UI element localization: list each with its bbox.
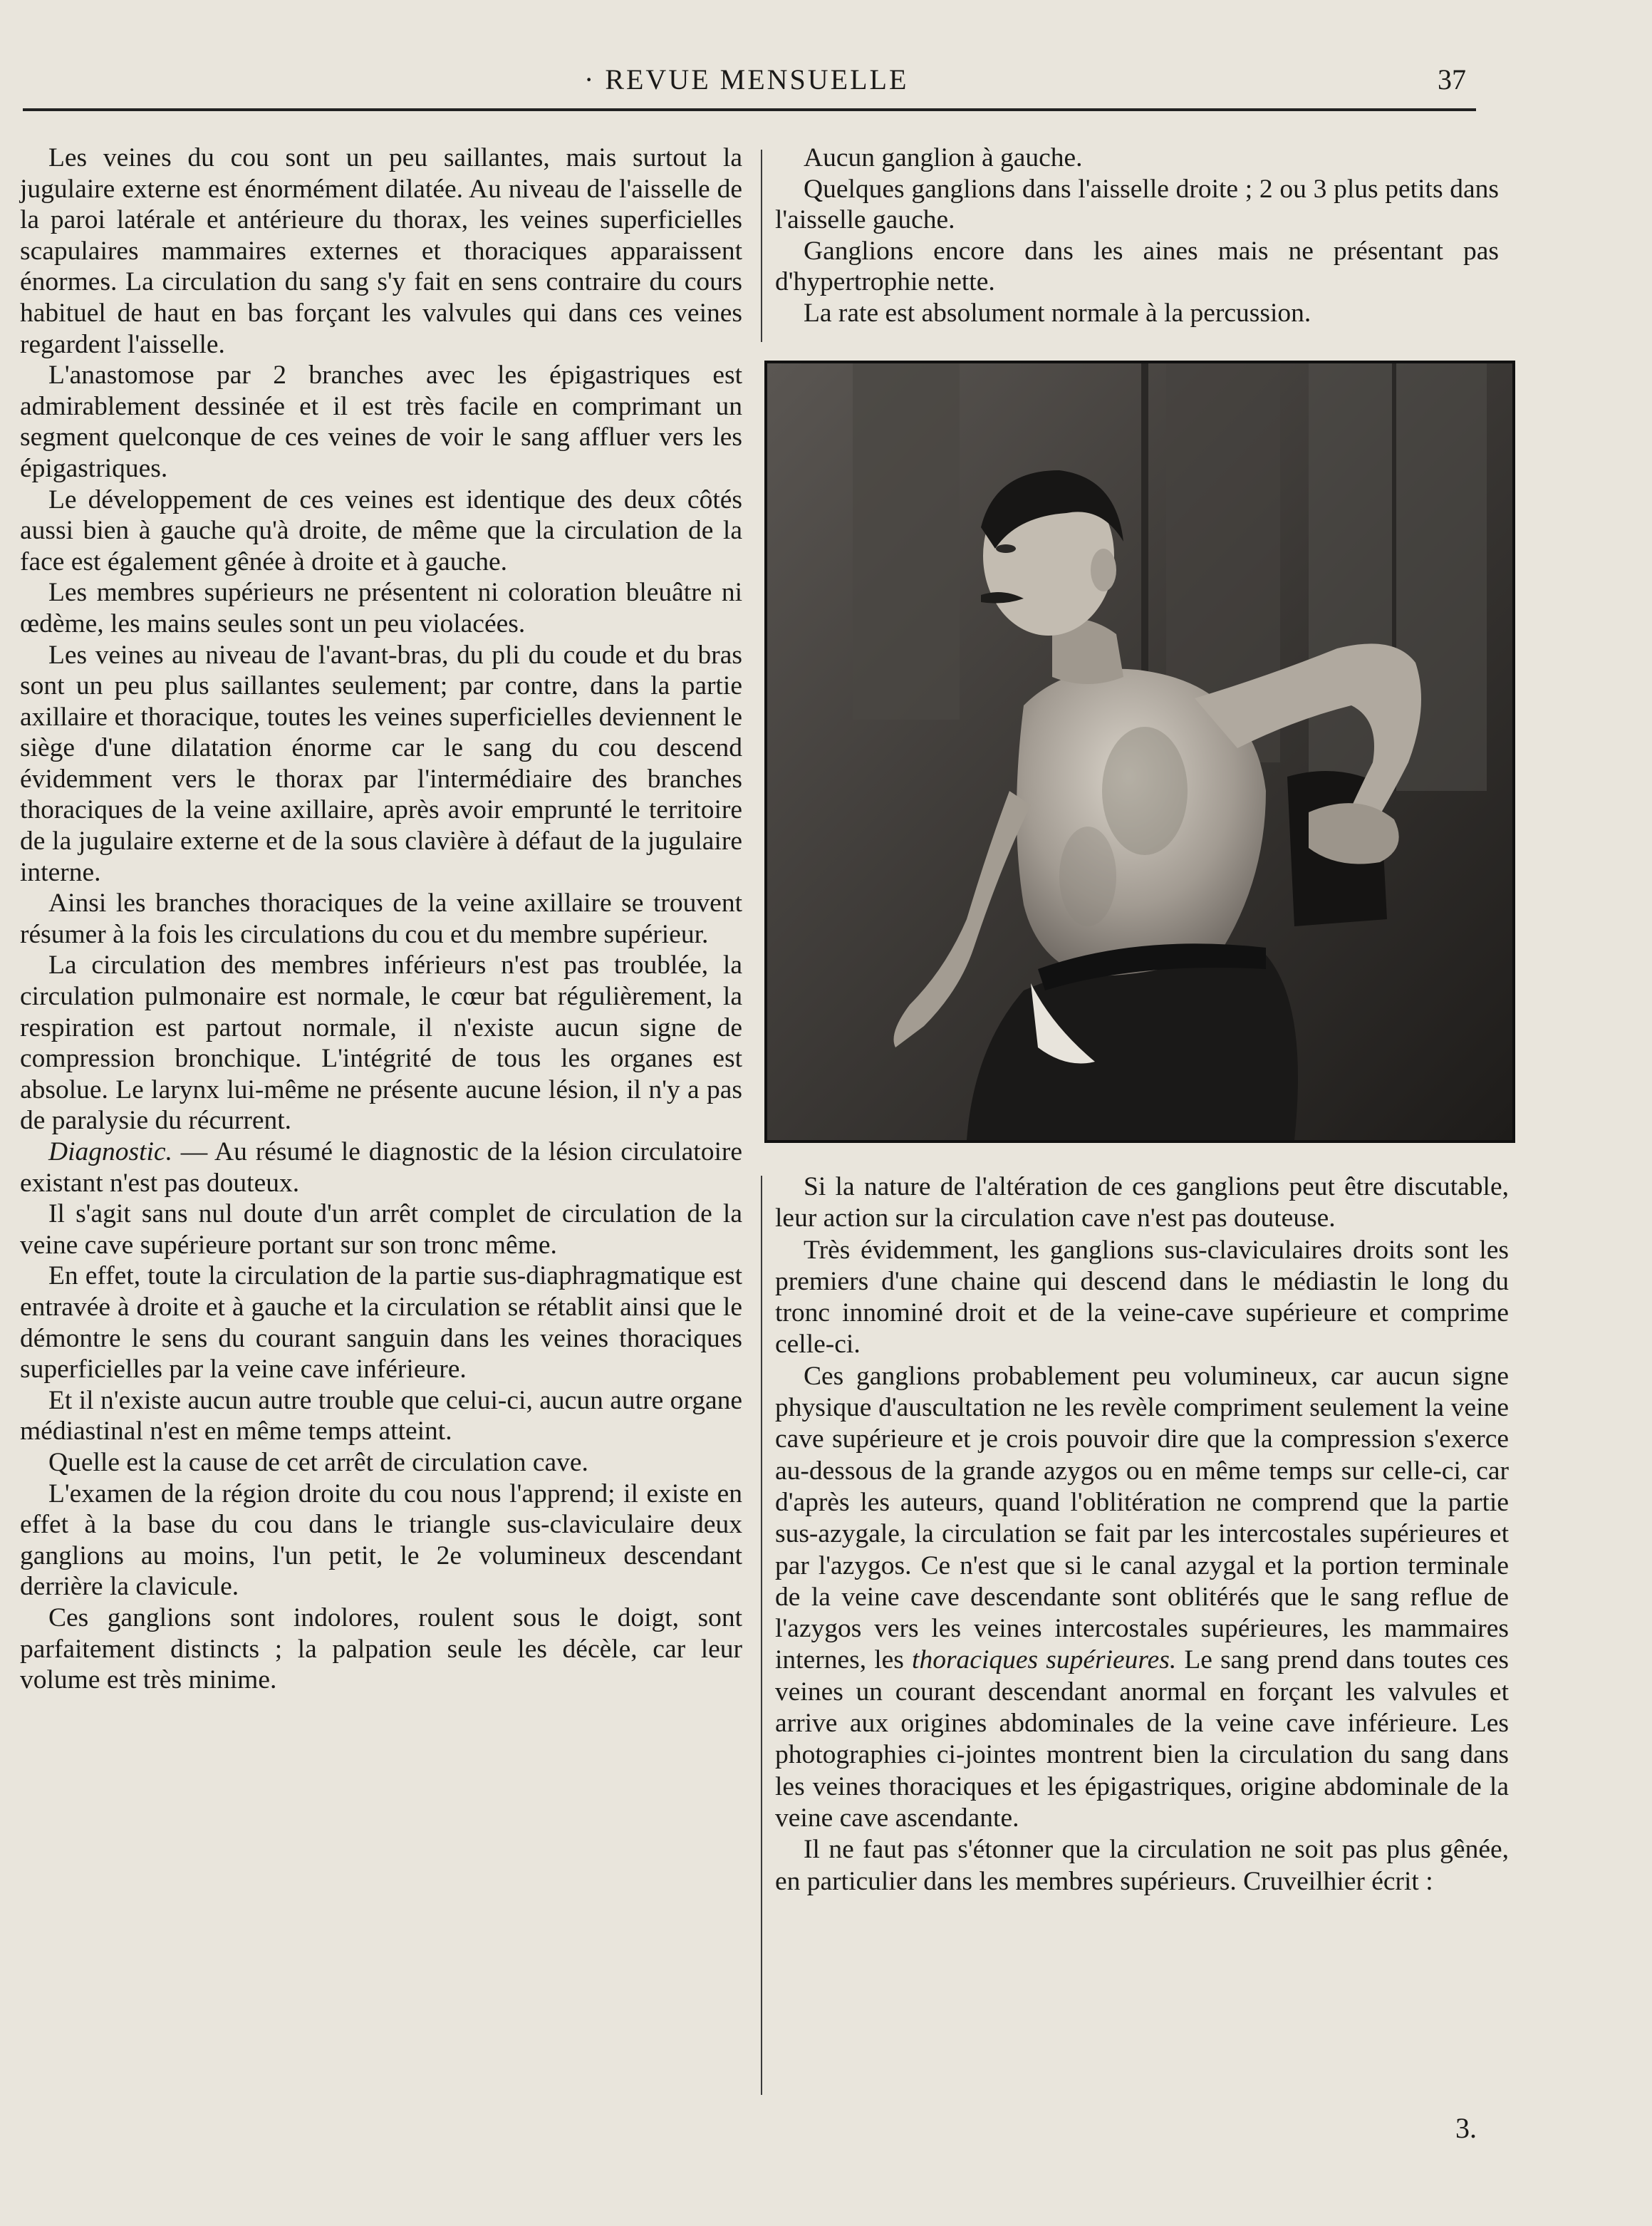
paragraph: Il ne faut pas s'étonner que la circulation ne soit pas plus gênée, en particulier dans les membres supérieurs. Cruveilhier écrit : — [775, 1835, 1509, 1896]
left-column — [20, 143, 742, 1696]
paragraph: En effet, toute la circulation de la partie sus-diaphragmatique est entravée à droite et à gauche et la circulation se rétablit ainsi que le démontre le sens du courant sanguin dans les veines thoraciques superficielles par la veine cave inférieure. — [20, 1261, 742, 1384]
paragraph-with-italic — [775, 1361, 1509, 1834]
paragraph: Les veines au niveau de l'avant-bras, du pli du coude et du bras sont un peu plus saillantes seulement; par contre, dans la partie axillaire et thoracique, toutes les veines superficielles deviennent le siège d'une dilatation énorme car le sang du cou descend évidemment vers le thorax par l'intermédiaire des branches thoraciques de la veine axillaire, après avoir emprunté le territoire de la jugulaire externe et de la sous clavière à défaut de la jugulaire interne. — [20, 640, 742, 887]
diagnostic-text: — Au résumé le diagnostic de la lésion circulatoire existant n'est pas douteux. — [20, 1137, 742, 1198]
paragraph: Le développement de ces veines est identique des deux côtés aussi bien à gauche qu'à droite, de même que la circulation de la face est également gênée à droite et à gauche. — [20, 485, 742, 576]
patient-photograph — [764, 361, 1515, 1143]
paragraph-text: Ces ganglions probablement peu volumineux, car aucun signe physique d'auscultation ne les revèle compriment seulement la veine cave supérieure et je crois pouvoir dire que la compression s'exerce au-dessous de la grande azygos ou en même temps sur celle-ci, car d'après les auteurs, quand l'oblitération ne comprend que la partie sus-azygale, la circulation se fait par les intercostales supérieures et par l'azygos. Ce n'est que si le canal azygal et la portion terminale de la veine cave descendante sont oblitérés que le sang reflue de l'azygos vers les veines intercostales supérieures, les mammaires internes, les — [775, 1361, 1509, 1675]
paragraph: Ainsi les branches thoraciques de la veine axillaire se trouvent résumer à la fois les circulations du cou et du membre supérieur. — [20, 889, 742, 949]
diagnostic-label: Diagnostic. — [48, 1137, 172, 1166]
running-head — [0, 0, 1652, 107]
paragraph: La circulation des membres inférieurs n'est pas troublée, la circulation pulmonaire est normale, le cœur bat régulièrement, la respiration est partout normale, il n'existe aucun signe de compression bronchique. L'intégrité de tous les organes est absolue. Le larynx lui-même ne présente aucune lésion, il n'y a pas de paralysie du récurrent. — [20, 951, 742, 1136]
journal-title: · REVUE MENSUELLE — [584, 63, 909, 95]
paragraph: Très évidemment, les ganglions sus-claviculaires droits sont les premiers d'une chaine qui descend dans le médiastin le long du tronc innominé droit et de la veine-cave supérieure et comprime celle-ci. — [775, 1235, 1509, 1360]
paragraph: Les veines du cou sont un peu saillantes, mais surtout la jugulaire externe est énormément dilatée. Au niveau de l'aisselle de la paroi latérale et antérieure du thorax, les veines superficielles scapulaires mammaires externes et thoraciques apparaissent énormes. La circulation du sang s'y fait en sens contraire du cours habituel de haut en bas forçant les valvules qui dans ces veines regardent l'aisselle. — [20, 143, 742, 359]
paragraph: L'anastomose par 2 branches avec les épigastriques est admirablement dessinée et il est très facile en comprimant un segment quelconque de ces veines de voir le sang affluer vers les épigastriques. — [20, 361, 742, 483]
column-divider-top — [761, 150, 762, 342]
paragraph-continuation: Le sang prend dans toutes ces veines un courant descendant anormal en forçant les valvules et arrive aux origines abdominales de la veine cave inférieure. Les photographies ci-jointes montrent bien la circulation du sang dans les veines thoraciques et les épigastriques, origine abdominale de la veine cave ascendante. — [775, 1645, 1509, 1833]
paragraph: Aucun ganglion à gauche. — [804, 143, 1083, 172]
italic-phrase: thoraciques supérieures. — [912, 1645, 1177, 1675]
diagnostic-paragraph — [20, 1137, 742, 1199]
paragraph: Ces ganglions sont indolores, roulent sous le doigt, sont parfaitement distincts ; la palpation seule les décèle, car leur volume est très minime. — [20, 1603, 742, 1695]
column-divider-bottom — [761, 1176, 762, 2095]
paragraph: Quelle est la cause de cet arrêt de circulation cave. — [48, 1447, 588, 1477]
right-column-top — [775, 143, 1499, 329]
page-number: 37 — [1438, 63, 1466, 95]
paragraph: Les membres supérieurs ne présentent ni coloration bleuâtre ni œdème, les mains seules sont un peu violacées. — [20, 578, 742, 638]
paragraph: La rate est absolument normale à la percussion. — [804, 298, 1311, 328]
paragraph: Quelques ganglions dans l'aisselle droite ; 2 ou 3 plus petits dans l'aisselle gauche. — [775, 174, 1499, 235]
paragraph: L'examen de la région droite du cou nous l'apprend; il existe en effet à la base du cou dans le triangle sus-claviculaire deux ganglions au moins, l'un petit, le 2e volumineux descendant derrière la clavicule. — [20, 1479, 742, 1602]
paragraph: Il s'agit sans nul doute d'un arrêt complet de circulation de la veine cave supérieure portant sur son tronc même. — [20, 1199, 742, 1260]
photograph-drawing — [767, 363, 1512, 1140]
paragraph: Ganglions encore dans les aines mais ne présentant pas d'hypertrophie nette. — [775, 236, 1499, 297]
paragraph: Si la nature de l'altération de ces ganglions peut être discutable, leur action sur la circulation cave n'est pas douteuse. — [775, 1172, 1509, 1233]
signature-mark: 3. — [1455, 2112, 1477, 2144]
right-column-bottom — [775, 1171, 1509, 1898]
header-rule — [23, 108, 1476, 111]
paragraph: Et il n'existe aucun autre trouble que celui-ci, aucun autre organe médiastinal n'est en même temps atteint. — [20, 1385, 742, 1446]
